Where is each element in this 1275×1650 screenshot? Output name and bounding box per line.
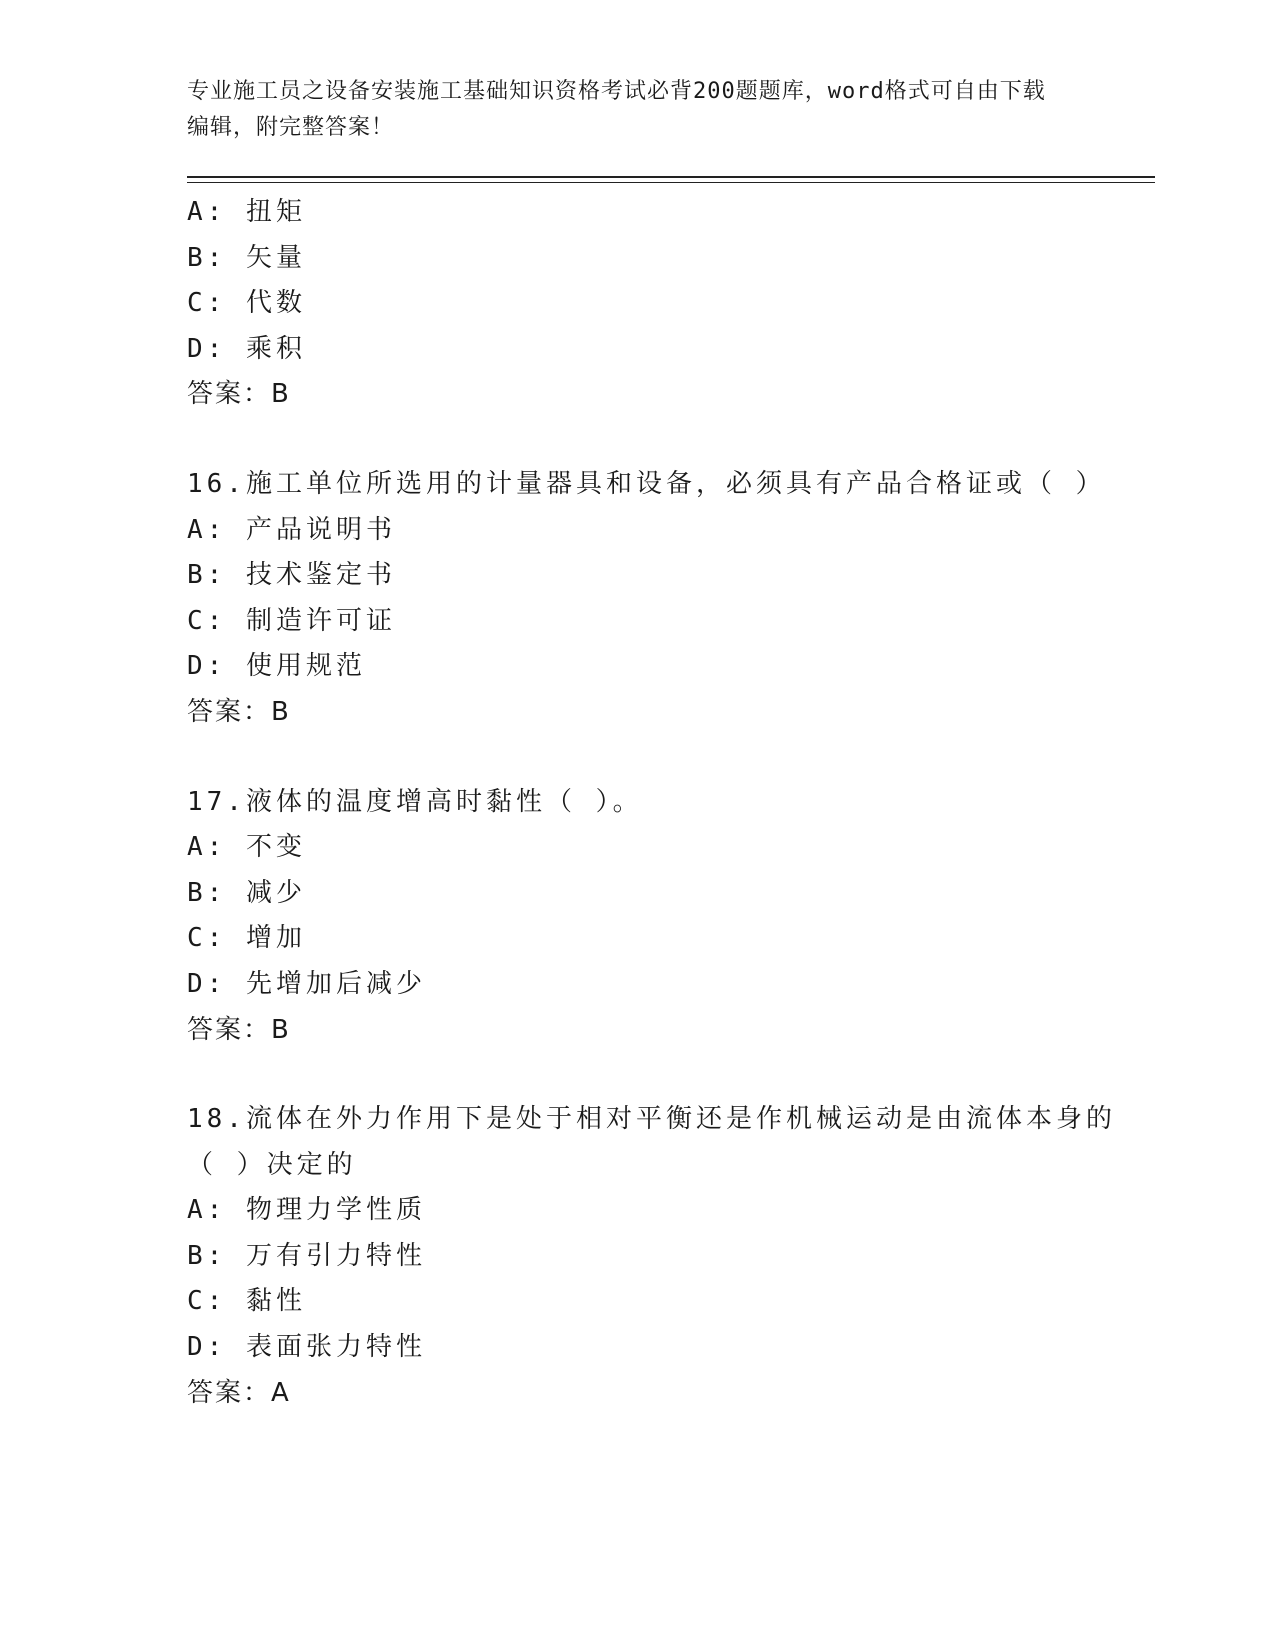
document-header: 专业施工员之设备安装施工基础知识资格考试必背200题题库，word格式可自由下载编辑，附完整答案！ xyxy=(187,79,1046,140)
question-list xyxy=(187,190,1117,1416)
option-b: B: 矢量 xyxy=(187,242,306,273)
answer: 答案：B xyxy=(187,379,291,410)
option-c: C: 黏性 xyxy=(187,1286,306,1317)
option-d: D: 使用规范 xyxy=(187,651,366,682)
option-d: D: 表面张力特性 xyxy=(187,1332,426,1363)
option-b: B: 减少 xyxy=(187,877,306,908)
option-c: C: 制造许可证 xyxy=(187,605,396,636)
question-text: 17.液体的温度增高时黏性（ ）。 xyxy=(187,786,643,817)
answer: 答案：B xyxy=(187,696,291,727)
option-c: C: 代数 xyxy=(187,288,306,319)
question-block xyxy=(187,462,1117,736)
question-block xyxy=(187,1097,1117,1416)
option-a: A: 物理力学性质 xyxy=(187,1195,426,1226)
header-divider-thin xyxy=(187,182,1155,183)
option-a: A: 不变 xyxy=(187,832,306,863)
question-text: 18.流体在外力作用下是处于相对平衡还是作机械运动是由流体本身的（ ）决定的 xyxy=(187,1104,1116,1180)
option-b: B: 万有引力特性 xyxy=(187,1240,426,1271)
option-c: C: 增加 xyxy=(187,923,306,954)
option-b: B: 技术鉴定书 xyxy=(187,560,396,591)
option-a: A: 扭矩 xyxy=(187,197,306,227)
option-d: D: 先增加后减少 xyxy=(187,968,426,999)
question-text: 16.施工单位所选用的计量器具和设备，必须具有产品合格证或（ ） xyxy=(187,468,1106,499)
option-a: A: 产品说明书 xyxy=(187,514,396,545)
answer: 答案：A xyxy=(187,1377,291,1408)
question-block xyxy=(187,190,1117,418)
question-block xyxy=(187,780,1117,1054)
header-divider xyxy=(187,176,1155,178)
option-d: D: 乘积 xyxy=(187,333,306,364)
answer: 答案：B xyxy=(187,1014,291,1045)
